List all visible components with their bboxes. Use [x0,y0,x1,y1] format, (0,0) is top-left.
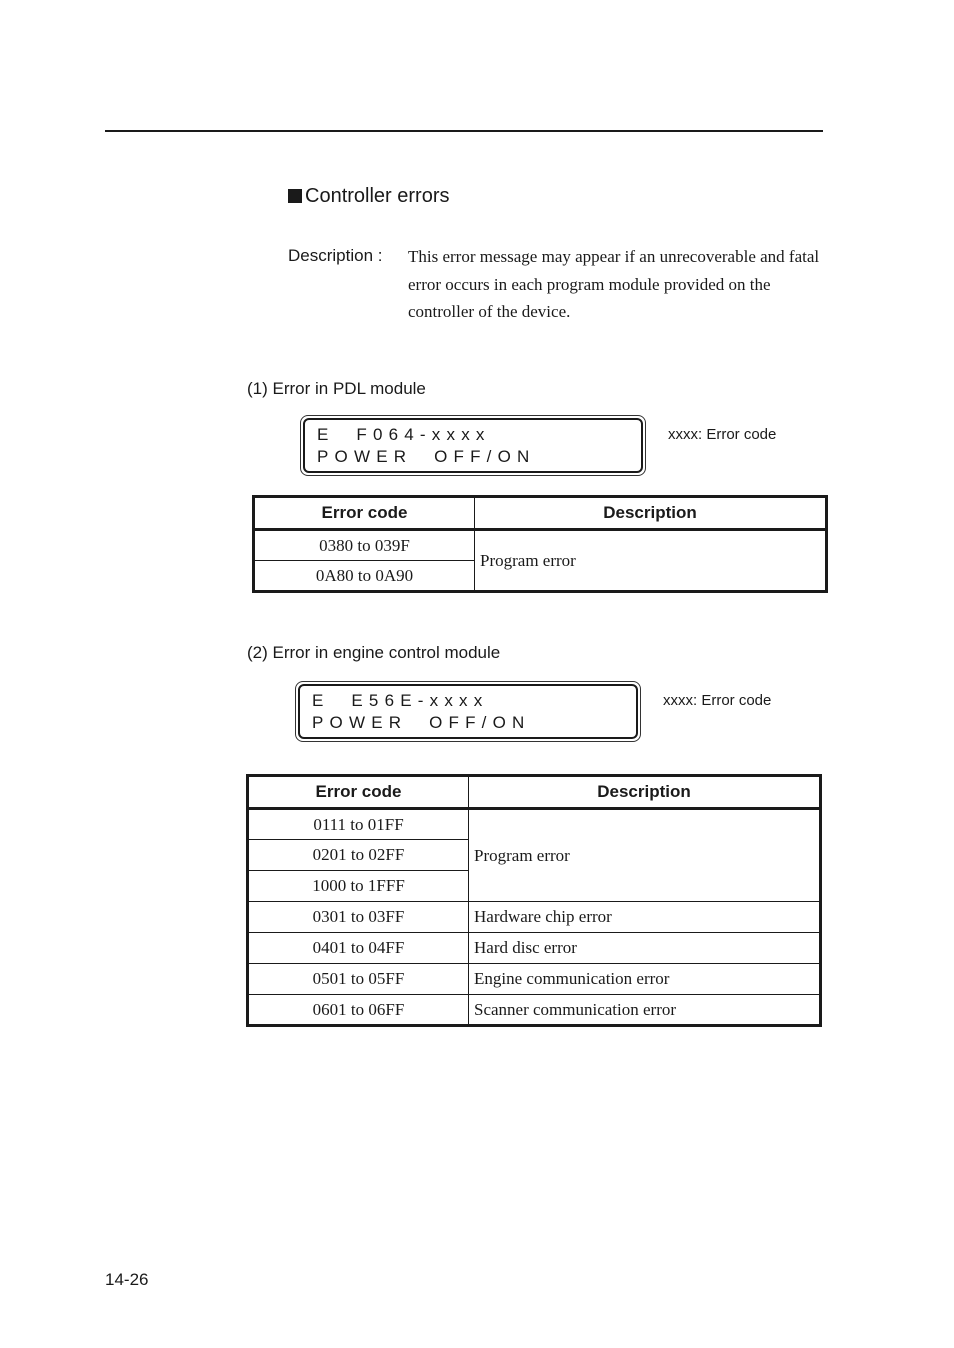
header-rule [105,130,823,132]
error-code-cell: 0601 to 06FF [248,995,469,1026]
engine-lcd-display [295,681,641,742]
pdl-lcd-line2: POWER OFF/ON [317,447,536,466]
pdl-heading: (1) Error in PDL module [247,379,426,398]
error-code-cell: 0501 to 05FF [248,964,469,995]
header-description: Description [475,497,827,530]
error-code-cell: 0380 to 039F [254,530,475,561]
description-cell: Program error [469,809,821,902]
description-cell: Scanner communication error [469,995,821,1026]
engine-heading: (2) Error in engine control module [247,643,501,662]
table-row [248,809,821,840]
description-cell: Hardware chip error [469,902,821,933]
page-number: 14-26 [105,1270,149,1289]
pdl-lcd-display [300,415,646,476]
section-title-text: Controller errors [305,185,450,207]
error-code-cell: 0401 to 04FF [248,933,469,964]
description-label: Description : [288,246,383,265]
description-cell: Program error [475,530,827,592]
engine-error-table [246,774,822,1027]
error-code-cell: 0111 to 01FF [248,809,469,840]
pdl-lcd-line1: E F064-xxxx [317,425,491,444]
engine-error-code-note: xxxx: Error code [663,692,772,709]
section-title [288,185,449,208]
table-header-row [248,776,821,809]
table-row [248,995,821,1026]
table-row [248,964,821,995]
error-code-cell: 0201 to 02FF [248,840,469,871]
engine-lcd-line1: E E56E-xxxx [312,691,489,710]
table-row [254,530,827,561]
description-cell: Hard disc error [469,933,821,964]
table-row [248,902,821,933]
engine-lcd-line2: POWER OFF/ON [312,713,531,732]
pdl-error-code-note: xxxx: Error code [668,426,777,443]
description-cell: Engine communication error [469,964,821,995]
description-text: This error message may appear if an unrecoverable and fatal error occurs in each program module provided on the controller of the device. [408,247,820,321]
error-code-cell: 0301 to 03FF [248,902,469,933]
header-error-code: Error code [254,497,475,530]
pdl-error-table [252,495,828,593]
table-row [248,933,821,964]
square-bullet-icon [288,189,302,203]
error-code-cell: 0A80 to 0A90 [254,561,475,592]
header-description: Description [469,776,821,809]
error-code-cell: 1000 to 1FFF [248,871,469,902]
header-error-code: Error code [248,776,469,809]
table-header-row [254,497,827,530]
